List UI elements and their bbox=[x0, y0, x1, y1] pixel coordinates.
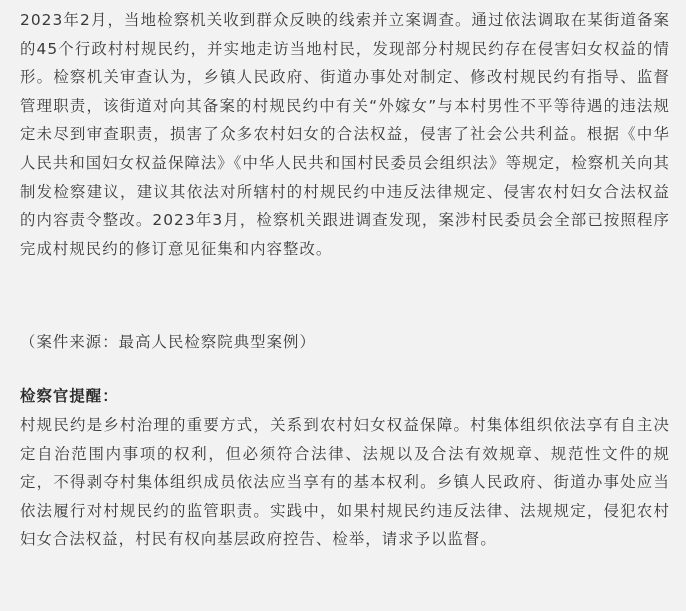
case-description bbox=[20, 6, 670, 263]
tip-paragraph: 村规民约是乡村治理的重要方式，关系到农村妇女权益保障。村集体组织依法享有自主决定自治范围内事项的权利，但必须符合法律、法规以及合法有效规章、规范性文件的规定，不得剥夺村集体组织成员依法应当享有的基本权利。乡镇人民政府、街道办事处应当依法履行对村规民约的监管职责。实践中，如果村规民约违反法律、法规规定，侵犯农村妇女合法权益，村民有权向基层政府控告、检举，请求予以监督。 bbox=[20, 416, 670, 549]
prosecutor-tip-heading: 检察官提醒： bbox=[20, 387, 119, 405]
prosecutor-tip-body bbox=[20, 411, 670, 554]
case-source: （案件来源：最高人民检察院典型案例） bbox=[20, 333, 316, 351]
case-paragraph: 2023年2月，当地检察机关收到群众反映的线索并立案调查。通过依法调取在某街道备案的45个行政村村规民约，并实地走访当地村民，发现部分村规民约存在侵害妇女权益的情形。检察机关审查认为，乡镇人民政府、街道办事处对制定、修改村规民约有指导、监督管理职责，该街道对向其备案的村规民约中有关“外嫁女”与本村男性不平等待遇的违法规定未尽到审查职责，损害了众多农村妇女的合法权益，侵害了社会公共利益。根据《中华人民共和国妇女权益保障法》《中华人民共和国村民委员会组织法》等规定，检察机关向其制发检察建议，建议其依法对所辖村的村规民约中违反法律规定、侵害农村妇女合法权益的内容责令整改。2023年3月，检察机关跟进调查发现，案涉村民委员会全部已按照程序完成村规民约的修订意见征集和内容整改。 bbox=[20, 11, 670, 258]
